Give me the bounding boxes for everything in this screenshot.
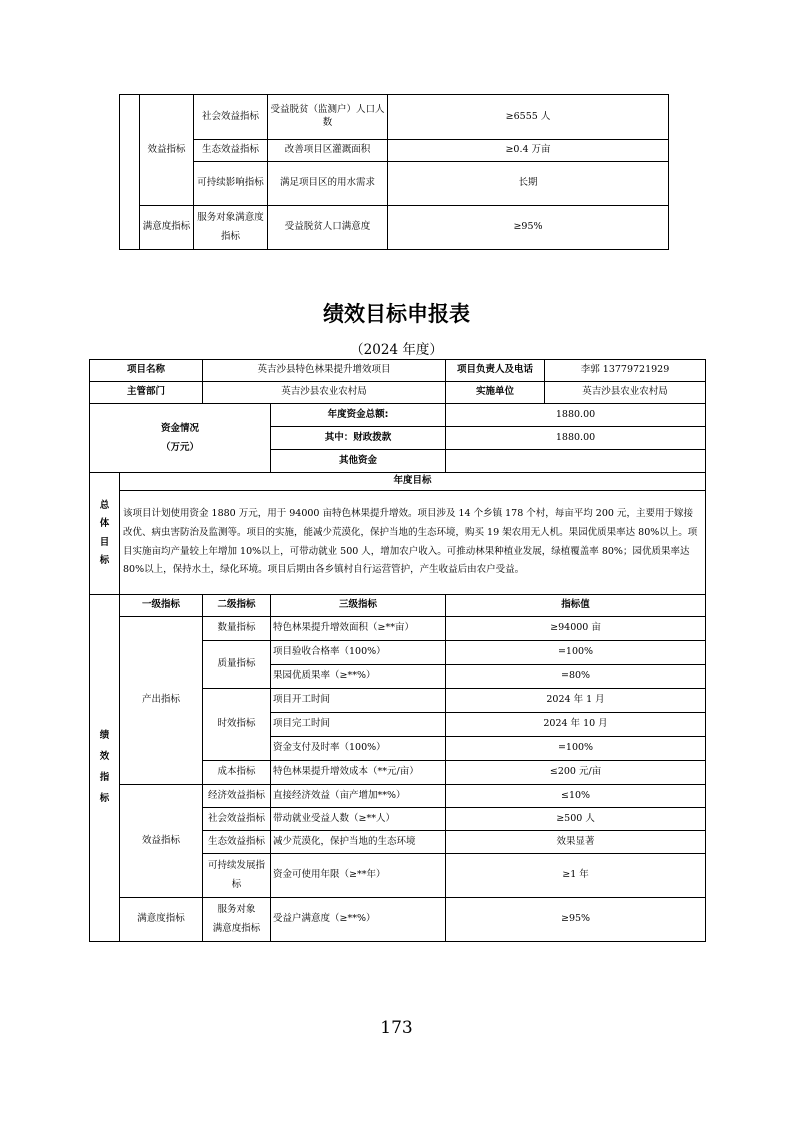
quantity-indicator-label: 数量指标 bbox=[203, 617, 271, 641]
unit-label: 实施单位 bbox=[446, 382, 545, 403]
side-char: 体 bbox=[99, 518, 110, 530]
level3-indicator: 项目开工时间 bbox=[271, 689, 446, 713]
indicator-value: ≥500 人 bbox=[446, 808, 706, 831]
col-header-level1: 一级指标 bbox=[120, 595, 203, 617]
contact-cell bbox=[446, 360, 706, 382]
indicator-value: ≥94000 亩 bbox=[446, 617, 706, 641]
level3-indicator: 项目完工时间 bbox=[271, 713, 446, 737]
level4-label: 受益脱贫人口满意度 bbox=[268, 206, 388, 250]
social-indicator-label: 社会效益指标 bbox=[203, 808, 271, 831]
side-char: 总 bbox=[99, 500, 110, 512]
eco-indicator-label: 生态效益指标 bbox=[203, 831, 271, 854]
continuation-table bbox=[119, 94, 669, 250]
level3-indicator: 带动就业受益人数（≥**人） bbox=[271, 808, 446, 831]
project-name-label: 项目名称 bbox=[90, 360, 203, 382]
indicator-value: ≤10% bbox=[446, 785, 706, 808]
level3-indicator: 受益户满意度（≥**%） bbox=[271, 898, 446, 942]
funds-fiscal-label: 其中：财政拨款 bbox=[271, 427, 446, 450]
funds-label-line2: （万元） bbox=[161, 442, 200, 453]
unit-value: 英吉沙县农业农村局 bbox=[582, 386, 668, 398]
indicator-value: 2024 年 1 月 bbox=[446, 689, 706, 713]
indicator-value: ≥1 年 bbox=[446, 854, 706, 898]
funds-total-value: 1880.00 bbox=[446, 404, 706, 427]
side-char: 标 bbox=[99, 554, 110, 566]
satisfaction-indicator-label: 满意度指标 bbox=[120, 898, 203, 942]
level3-indicator: 减少荒漠化，保护当地的生态环境 bbox=[271, 831, 446, 854]
level3-indicator: 资金可使用年限（≥**年） bbox=[271, 854, 446, 898]
level3-label: 可持续影响指标 bbox=[194, 162, 268, 206]
service-label-line1: 服务对象 bbox=[217, 904, 256, 916]
indicator-value: =100% bbox=[446, 737, 706, 761]
col-header-level3: 三级指标 bbox=[271, 595, 446, 617]
funds-label-line1: 资金情况 bbox=[161, 423, 200, 434]
cost-indicator-label: 成本指标 bbox=[203, 761, 271, 785]
funds-label bbox=[90, 404, 271, 473]
level4-label: 改善项目区灌溉面积 bbox=[268, 140, 388, 162]
level3-indicator: 特色林果提升增效面积（≥**亩） bbox=[271, 617, 446, 641]
level3-label: 服务对象满意度指标 bbox=[194, 206, 268, 250]
indicator-value: ≥0.4 万亩 bbox=[388, 140, 669, 162]
level3-indicator: 果园优质果率（≥**%） bbox=[271, 665, 446, 689]
funds-total-label: 年度资金总额: bbox=[271, 404, 446, 427]
perf-side-label bbox=[90, 595, 120, 942]
indicator-value: =80% bbox=[446, 665, 706, 689]
level3-indicator: 直接经济效益（亩产增加**%） bbox=[271, 785, 446, 808]
page-number: 173 bbox=[380, 1018, 413, 1038]
blank-side-cell bbox=[120, 95, 140, 250]
col-header-level2: 二级指标 bbox=[203, 595, 271, 617]
col-header-value: 指标值 bbox=[446, 595, 706, 617]
indicator-value: ≥95% bbox=[446, 898, 706, 942]
level2-label: 效益指标 bbox=[140, 95, 194, 206]
level3-indicator: 资金支付及时率（100%） bbox=[271, 737, 446, 761]
annual-goal-text: 该项目计划使用资金 1880 万元，用于 94000 亩特色林果提升增效。项目涉及 14 个乡镇 178 个村，每亩平均 200 元，主要用于嫁接改优、病虫害防治及监测等。项目的实施，能减少荒漠化，保护当地的生态环境，购买 19 架农用无人机。果园优质果率达 80%以上。项目实施亩均产量较上年增加 10%以上，可带动就业 500 人，增加农户收入。可推动林果种植业发展，绿植覆盖率 80%；园优质果率达 80%以上，保持水土，绿化环境。项目后期由各乡镇村自行运营管护，产生收益后由农户受益。 bbox=[120, 491, 706, 595]
indicator-value: 2024 年 10 月 bbox=[446, 713, 706, 737]
annual-goal-header: 年度目标 bbox=[120, 473, 706, 491]
funds-other-label: 其他资金 bbox=[271, 450, 446, 473]
overall-goal-side-label bbox=[90, 473, 120, 595]
level3-label: 社会效益指标 bbox=[194, 95, 268, 140]
time-indicator-label: 时效指标 bbox=[203, 689, 271, 761]
document-title: 绩效目标申报表 bbox=[323, 302, 470, 326]
indicator-value: =100% bbox=[446, 641, 706, 665]
level4-label: 满足项目区的用水需求 bbox=[268, 162, 388, 206]
funds-fiscal-value: 1880.00 bbox=[446, 427, 706, 450]
level3-label: 生态效益指标 bbox=[194, 140, 268, 162]
dept-value: 英吉沙县农业农村局 bbox=[203, 382, 446, 404]
indicator-value: 长期 bbox=[388, 162, 669, 206]
level4-label: 受益脱贫（监测户）人口人数 bbox=[268, 95, 388, 140]
level3-indicator: 特色林果提升增效成本（**元/亩） bbox=[271, 761, 446, 785]
service-satisfaction-label bbox=[203, 898, 271, 942]
level2-label: 满意度指标 bbox=[140, 206, 194, 250]
side-char: 绩 bbox=[99, 730, 110, 742]
indicator-value: ≥95% bbox=[388, 206, 669, 250]
benefit-indicator-label: 效益指标 bbox=[120, 785, 203, 898]
indicator-value: ≥6555 人 bbox=[388, 95, 669, 140]
sustain-label-line2: 标 bbox=[231, 878, 242, 890]
quality-indicator-label: 质量指标 bbox=[203, 641, 271, 689]
indicator-value: ≤200 元/亩 bbox=[446, 761, 706, 785]
side-char: 目 bbox=[99, 536, 110, 548]
service-label-line2: 满意度指标 bbox=[212, 922, 261, 934]
level3-indicator: 项目验收合格率（100%） bbox=[271, 641, 446, 665]
sustain-indicator-label bbox=[203, 854, 271, 898]
contact-value: 李郭 13779721929 bbox=[580, 364, 670, 376]
output-indicator-label: 产出指标 bbox=[120, 617, 203, 785]
sustain-label-line1: 可持续发展指 bbox=[208, 860, 266, 872]
document-subtitle: （2024 年度） bbox=[350, 342, 443, 358]
side-char: 标 bbox=[99, 792, 110, 804]
indicator-value: 效果显著 bbox=[446, 831, 706, 854]
contact-label: 项目负责人及电话 bbox=[446, 360, 545, 381]
unit-cell bbox=[446, 382, 706, 404]
funds-other-value bbox=[446, 450, 706, 473]
dept-label: 主管部门 bbox=[90, 382, 203, 404]
performance-goal-table bbox=[89, 359, 706, 942]
project-name-value: 英吉沙县特色林果提升增效项目 bbox=[203, 360, 446, 382]
side-char: 指 bbox=[99, 772, 110, 783]
side-char: 效 bbox=[99, 751, 110, 763]
econ-indicator-label: 经济效益指标 bbox=[203, 785, 271, 808]
